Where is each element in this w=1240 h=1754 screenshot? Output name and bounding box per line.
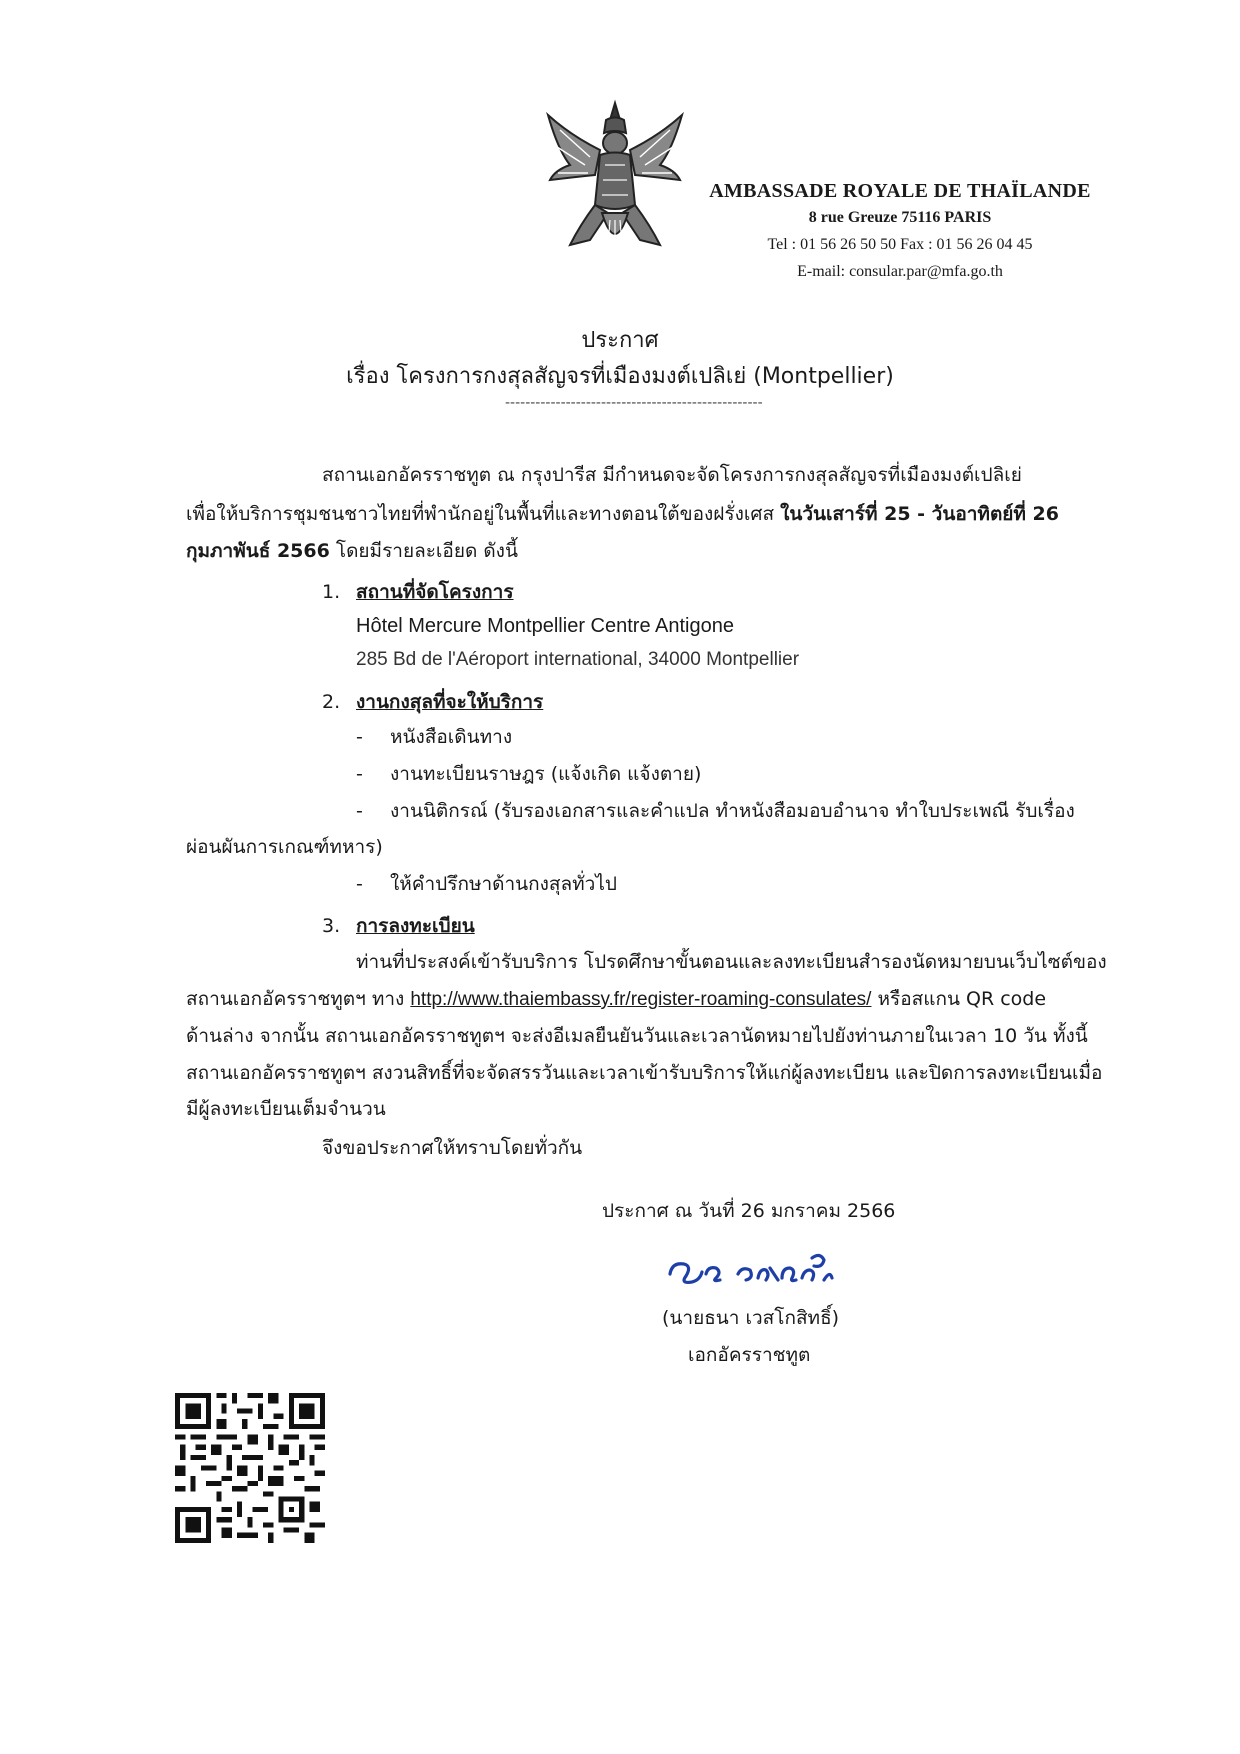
section-1-number: 1.	[322, 581, 341, 603]
announcement-heading: ประกาศ	[581, 328, 659, 353]
list-dash: -	[356, 800, 363, 822]
registration-line-5: มีผู้ลงทะเบียนเต็มจำนวน	[186, 1098, 386, 1120]
intro-line-2	[186, 501, 1059, 527]
garuda-emblem-icon	[540, 95, 690, 260]
list-dash: -	[356, 873, 363, 895]
venue-name: Hôtel Mercure Montpellier Centre Antigone	[356, 615, 734, 637]
intro-line-1: สถานเอกอัครราชทูต ณ กรุงปารีส มีกำหนดจะจัดโครงการกงสุลสัญจรที่เมืองมงต์เปลิเย่	[322, 464, 1022, 486]
registration-line-2-post: หรือสแกน QR code	[871, 988, 1047, 1010]
registration-line-2	[186, 986, 1046, 1013]
signatory-name: (นายธนา เวสโกสิทธิ์)	[662, 1307, 840, 1329]
embassy-tel-fax: Tel : 01 56 26 50 50 Fax : 01 56 26 04 45	[767, 236, 1033, 253]
list-item-legalization: งานนิติกรณ์ (รับรองเอกสารและคำแปล ทำหนังสือมอบอำนาจ ทำใบประเพณี รับเรื่อง	[390, 800, 1075, 822]
announcement-subject: เรื่อง โครงการกงสุลสัญจรที่เมืองมงต์เปลิเย่ (Montpellier)	[346, 364, 894, 389]
section-3-number: 3.	[322, 915, 341, 937]
list-item-legalization-cont: ผ่อนผันการเกณฑ์ทหาร)	[186, 836, 383, 858]
intro-month-year: กุมภาพันธ์ 2566	[186, 540, 330, 562]
intro-date-range: ในวันเสาร์ที่ 25 - วันอาทิตย์ที่ 26	[780, 503, 1059, 525]
embassy-name: AMBASSADE ROYALE DE THAÏLANDE	[709, 180, 1091, 202]
list-item-passport: หนังสือเดินทาง	[390, 726, 513, 748]
list-dash: -	[356, 726, 363, 748]
list-item-civil-registration: งานทะเบียนราษฎร (แจ้งเกิด แจ้งตาย)	[390, 763, 702, 785]
qr-code-icon[interactable]	[175, 1393, 325, 1543]
section-1-heading: สถานที่จัดโครงการ	[356, 581, 514, 603]
section-3-heading: การลงทะเบียน	[356, 915, 475, 937]
embassy-address: 8 rue Greuze 75116 PARIS	[808, 209, 992, 226]
section-2-number: 2.	[322, 691, 341, 713]
registration-line-1: ท่านที่ประสงค์เข้ารับบริการ โปรดศึกษาขั้นตอนและลงทะเบียนสำรองนัดหมายบนเว็บไซต์ของ	[356, 951, 1107, 973]
intro-line-2-text: เพื่อให้บริการชุมชนชาวไทยที่พำนักอยู่ในพื้นที่และทางตอนใต้ของฝรั่งเศส	[186, 503, 781, 525]
intro-line-3-text: โดยมีรายละเอียด ดังนี้	[329, 540, 518, 562]
intro-line-3	[186, 538, 518, 564]
embassy-email: E-mail: consular.par@mfa.go.th	[797, 263, 1003, 280]
registration-line-3: ด้านล่าง จากนั้น สถานเอกอัครราชทูตฯ จะส่งอีเมลยืนยันวันและเวลานัดหมายไปยังท่านภายในเวลา 10 วัน ทั้งนี้	[186, 1025, 1088, 1047]
title-dashed-rule: ---------------------------------------------------	[505, 395, 763, 411]
registration-line-4: สถานเอกอัครราชทูตฯ สงวนสิทธิ์ที่จะจัดสรรวันและเวลาเข้ารับบริการให้แก่ผู้ลงทะเบียน และปิดการลงทะเบียนเมื่อ	[186, 1062, 1103, 1084]
section-2-heading: งานกงสุลที่จะให้บริการ	[356, 691, 544, 713]
signatory-position: เอกอัครราชทูต	[688, 1344, 811, 1366]
venue-address: 285 Bd de l'Aéroport international, 34000 Montpellier	[356, 649, 800, 670]
closing-statement: จึงขอประกาศให้ทราบโดยทั่วกัน	[322, 1137, 583, 1159]
list-item-consultation: ให้คำปรึกษาด้านกงสุลทั่วไป	[390, 873, 617, 895]
registration-line-2-pre: สถานเอกอัครราชทูตฯ ทาง	[186, 988, 411, 1010]
announcement-date: ประกาศ ณ วันที่ 26 มกราคม 2566	[602, 1200, 896, 1222]
list-dash: -	[356, 763, 363, 785]
registration-link[interactable]: http://www.thaiembassy.fr/register-roaming-consulates/	[410, 989, 872, 1010]
handwritten-signature	[662, 1244, 842, 1294]
